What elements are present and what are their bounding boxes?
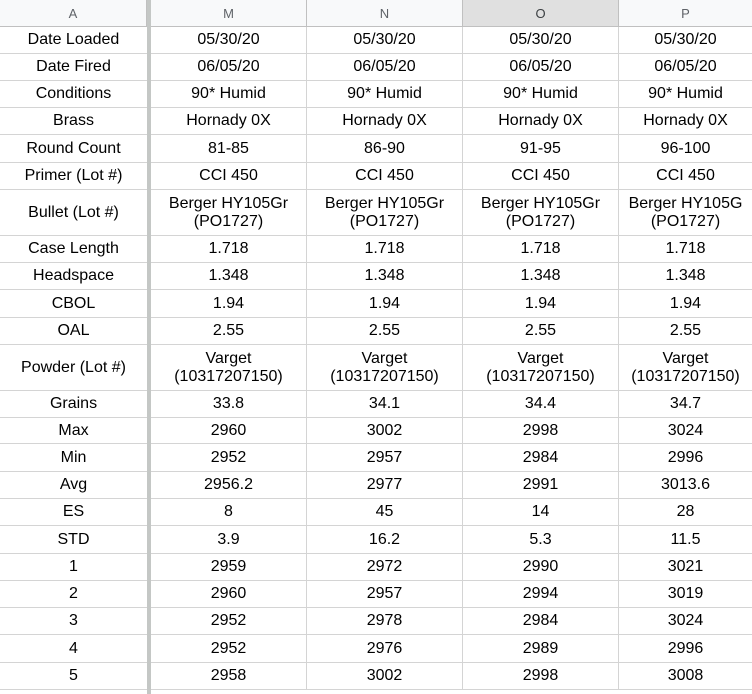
row-label-cell[interactable]: Case Length: [0, 236, 147, 263]
data-cell[interactable]: Berger HY105Gr (PO1727): [307, 190, 463, 236]
data-cell[interactable]: 2960: [151, 418, 307, 444]
row-label-cell[interactable]: 5: [0, 663, 147, 690]
data-cell[interactable]: 2957: [307, 444, 463, 472]
data-cell[interactable]: 2996: [619, 444, 752, 472]
data-cell[interactable]: 06/05/20: [619, 54, 752, 81]
data-cell[interactable]: Berger HY105Gr (PO1727): [151, 190, 307, 236]
row-label-cell[interactable]: CBOL: [0, 290, 147, 318]
data-cell[interactable]: 2998: [463, 663, 619, 690]
data-cell[interactable]: 2990: [463, 554, 619, 581]
data-cell[interactable]: 90* Humid: [463, 81, 619, 108]
data-cell[interactable]: 1.718: [619, 236, 752, 263]
data-cell[interactable]: 1.348: [151, 263, 307, 290]
data-cell[interactable]: 2984: [463, 444, 619, 472]
data-cell[interactable]: 3.9: [151, 526, 307, 554]
data-cell[interactable]: 1.348: [463, 263, 619, 290]
data-cell[interactable]: 86-90: [307, 135, 463, 163]
data-cell[interactable]: 2960: [151, 581, 307, 608]
row-label-cell[interactable]: Avg: [0, 472, 147, 499]
data-cell[interactable]: 1.94: [151, 290, 307, 318]
data-cell[interactable]: 2998: [463, 418, 619, 444]
data-cell[interactable]: Berger HY105G (PO1727): [619, 190, 752, 236]
data-cell[interactable]: 2972: [307, 554, 463, 581]
data-cell[interactable]: 2977: [307, 472, 463, 499]
data-cell[interactable]: 06/05/20: [151, 54, 307, 81]
data-cell[interactable]: 1.718: [151, 236, 307, 263]
data-cell[interactable]: 2978: [307, 608, 463, 635]
data-cell[interactable]: 2959: [151, 554, 307, 581]
row-label-cell[interactable]: Brass: [0, 108, 147, 135]
frozen-column-divider[interactable]: [147, 0, 151, 694]
row-label-cell[interactable]: 4: [0, 635, 147, 663]
row-label-cell[interactable]: OAL: [0, 318, 147, 345]
data-cell[interactable]: 2.55: [151, 318, 307, 345]
data-cell[interactable]: 05/30/20: [619, 27, 752, 54]
data-cell[interactable]: 33.8: [151, 391, 307, 418]
data-cell[interactable]: 2952: [151, 444, 307, 472]
data-cell[interactable]: 06/05/20: [307, 54, 463, 81]
data-cell[interactable]: 2958: [151, 663, 307, 690]
data-cell[interactable]: 1.348: [307, 263, 463, 290]
data-cell[interactable]: 45: [307, 499, 463, 526]
data-cell[interactable]: 1.94: [619, 290, 752, 318]
data-cell[interactable]: 3002: [307, 418, 463, 444]
data-cell[interactable]: 3024: [619, 418, 752, 444]
row-label-cell[interactable]: Date Loaded: [0, 27, 147, 54]
data-cell[interactable]: 90* Humid: [307, 81, 463, 108]
data-cell[interactable]: 90* Humid: [151, 81, 307, 108]
column-header-a[interactable]: A: [0, 0, 147, 27]
row-label-cell[interactable]: Headspace: [0, 263, 147, 290]
row-label-cell[interactable]: 2: [0, 581, 147, 608]
data-cell[interactable]: 05/30/20: [307, 27, 463, 54]
data-cell[interactable]: 2.55: [307, 318, 463, 345]
data-cell[interactable]: 05/30/20: [463, 27, 619, 54]
row-label-cell[interactable]: Powder (Lot #): [0, 345, 147, 391]
row-label-cell[interactable]: Min: [0, 444, 147, 472]
row-label-cell[interactable]: ES: [0, 499, 147, 526]
data-cell[interactable]: 2.55: [463, 318, 619, 345]
data-cell[interactable]: 2976: [307, 635, 463, 663]
data-cell[interactable]: Varget (10317207150): [307, 345, 463, 391]
data-cell[interactable]: 5.3: [463, 526, 619, 554]
row-label-cell[interactable]: Bullet (Lot #): [0, 190, 147, 236]
data-cell[interactable]: 1.718: [307, 236, 463, 263]
data-cell[interactable]: 96-100: [619, 135, 752, 163]
data-cell[interactable]: 1.94: [307, 290, 463, 318]
column-header-m[interactable]: M: [151, 0, 307, 27]
row-label-cell[interactable]: Conditions: [0, 81, 147, 108]
data-cell[interactable]: 2984: [463, 608, 619, 635]
row-label-cell[interactable]: 3: [0, 608, 147, 635]
data-cell[interactable]: 34.4: [463, 391, 619, 418]
data-cell[interactable]: 3024: [619, 608, 752, 635]
data-cell[interactable]: 34.1: [307, 391, 463, 418]
data-cell[interactable]: Varget (10317207150): [619, 345, 752, 391]
data-cell[interactable]: 2991: [463, 472, 619, 499]
data-cell[interactable]: 2996: [619, 635, 752, 663]
data-cell[interactable]: 2994: [463, 581, 619, 608]
row-label-cell[interactable]: Primer (Lot #): [0, 163, 147, 190]
data-cell[interactable]: 14: [463, 499, 619, 526]
data-cell[interactable]: 2.55: [619, 318, 752, 345]
data-cell[interactable]: Varget (10317207150): [463, 345, 619, 391]
data-cell[interactable]: 05/30/20: [151, 27, 307, 54]
data-cell[interactable]: Berger HY105Gr (PO1727): [463, 190, 619, 236]
data-cell[interactable]: 3019: [619, 581, 752, 608]
row-label-cell[interactable]: Round Count: [0, 135, 147, 163]
data-cell[interactable]: 3002: [307, 663, 463, 690]
row-label-cell[interactable]: Max: [0, 418, 147, 444]
data-cell[interactable]: 11.5: [619, 526, 752, 554]
data-cell[interactable]: 16.2: [307, 526, 463, 554]
data-cell[interactable]: 1.348: [619, 263, 752, 290]
data-cell[interactable]: 2952: [151, 608, 307, 635]
data-cell[interactable]: 1.718: [463, 236, 619, 263]
row-label-cell[interactable]: STD: [0, 526, 147, 554]
data-cell[interactable]: CCI 450: [151, 163, 307, 190]
row-label-cell[interactable]: Date Fired: [0, 54, 147, 81]
data-cell[interactable]: Hornady 0X: [463, 108, 619, 135]
data-cell[interactable]: 3013.6: [619, 472, 752, 499]
data-cell[interactable]: 91-95: [463, 135, 619, 163]
row-label-cell[interactable]: Grains: [0, 391, 147, 418]
row-label-cell[interactable]: 1: [0, 554, 147, 581]
data-cell[interactable]: 06/05/20: [463, 54, 619, 81]
column-header-p[interactable]: P: [619, 0, 752, 27]
data-cell[interactable]: 28: [619, 499, 752, 526]
data-cell[interactable]: 81-85: [151, 135, 307, 163]
column-header-o[interactable]: O: [463, 0, 619, 27]
data-cell[interactable]: Hornady 0X: [307, 108, 463, 135]
data-cell[interactable]: Hornady 0X: [151, 108, 307, 135]
data-cell[interactable]: 8: [151, 499, 307, 526]
data-cell[interactable]: 1.94: [463, 290, 619, 318]
data-cell[interactable]: Varget (10317207150): [151, 345, 307, 391]
data-cell[interactable]: 34.7: [619, 391, 752, 418]
data-cell[interactable]: 2989: [463, 635, 619, 663]
data-cell[interactable]: CCI 450: [619, 163, 752, 190]
data-cell[interactable]: 3021: [619, 554, 752, 581]
column-header-n[interactable]: N: [307, 0, 463, 27]
data-cell[interactable]: 2956.2: [151, 472, 307, 499]
data-cell[interactable]: 90* Humid: [619, 81, 752, 108]
data-cell[interactable]: 2952: [151, 635, 307, 663]
data-cell[interactable]: Hornady 0X: [619, 108, 752, 135]
data-cell[interactable]: CCI 450: [307, 163, 463, 190]
data-cell[interactable]: 3008: [619, 663, 752, 690]
data-cell[interactable]: CCI 450: [463, 163, 619, 190]
data-cell[interactable]: 2957: [307, 581, 463, 608]
